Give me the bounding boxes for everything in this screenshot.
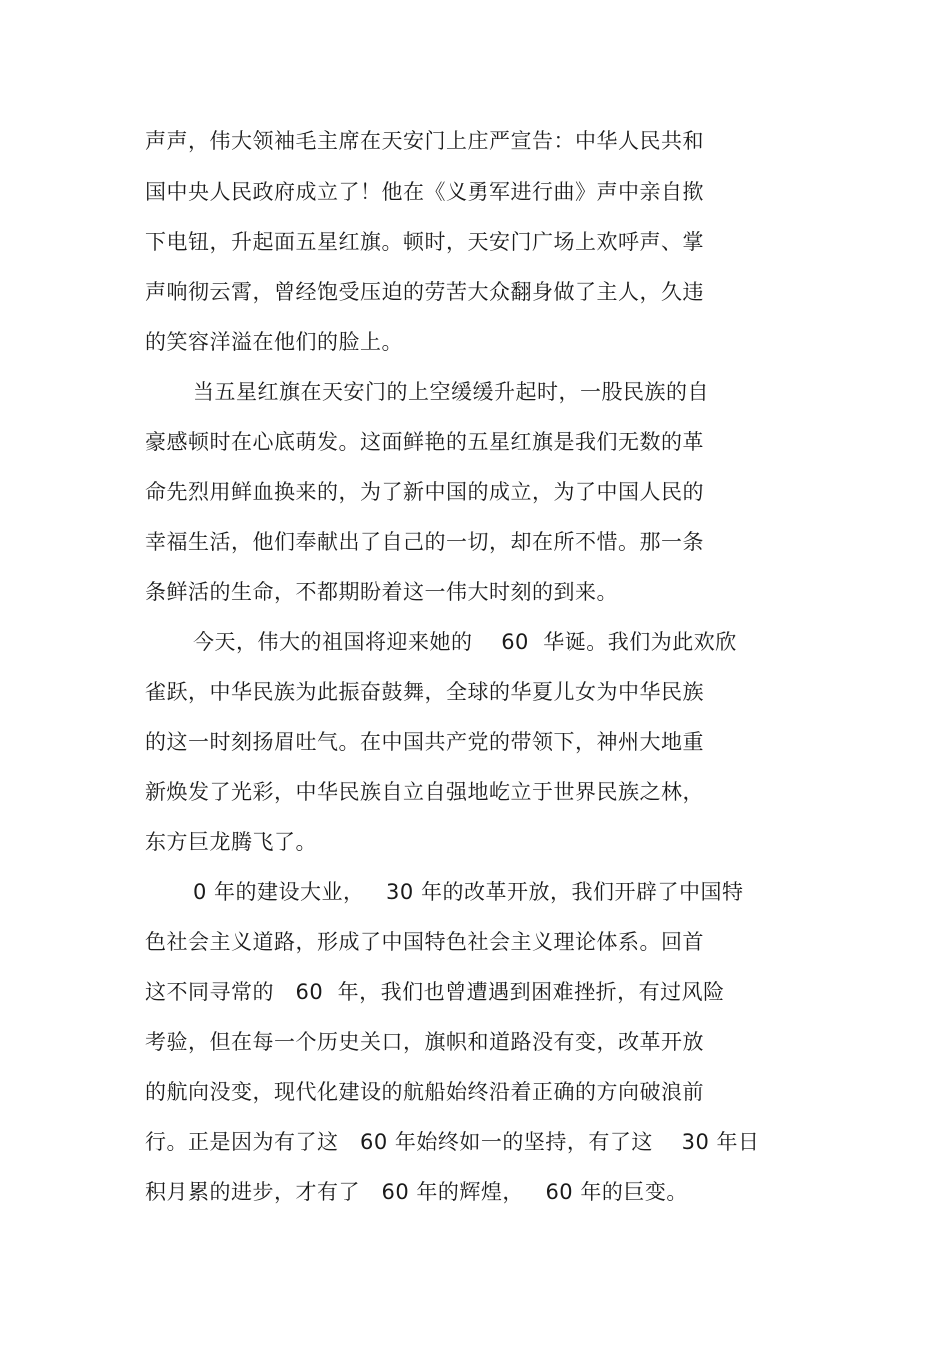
text-line: 新焕发了光彩，中华民族自立自强地屹立于世界民族之林， [145,780,704,804]
text-line: 声响彻云霄，曾经饱受压迫的劳苦大众翻身做了主人，久违 [145,280,704,304]
paragraph-first-line: 今天，伟大的祖国将迎来她的 60 华诞。我们为此欢欣 [193,630,737,654]
text-line: 考验，但在每一个历史关口，旗帜和道路没有变，改革开放 [145,1030,704,1054]
text-line: 豪感顿时在心底萌发。这面鲜艳的五星红旗是我们无数的革 [145,430,704,454]
text-line: 积月累的进步，才有了 60 年的辉煌， 60 年的巨变。 [145,1180,688,1204]
text-line: 行。正是因为有了这 60 年始终如一的坚持，有了这 30 年日 [145,1130,760,1154]
text-line: 色社会主义道路，形成了中国特色社会主义理论体系。回首 [145,930,704,954]
text-line: 东方巨龙腾飞了。 [145,830,317,854]
text-line: 声声，伟大领袖毛主席在天安门上庄严宣告：中华人民共和 [145,129,704,153]
text-line: 雀跃，中华民族为此振奋鼓舞，全球的华夏儿女为中华民族 [145,680,704,704]
text-line: 的航向没变，现代化建设的航船始终沿着正确的方向破浪前 [145,1080,704,1104]
text-line: 的这一时刻扬眉吐气。在中国共产党的带领下，神州大地重 [145,730,704,754]
text-line: 的笑容洋溢在他们的脸上。 [145,330,403,354]
text-line: 条鲜活的生命，不都期盼着这一伟大时刻的到来。 [145,580,618,604]
text-line: 下电钮，升起面五星红旗。顿时，天安门广场上欢呼声、掌 [145,230,704,254]
text-line: 国中央人民政府成立了！他在《义勇军进行曲》声中亲自揿 [145,180,704,204]
text-line: 幸福生活，他们奉献出了自己的一切，却在所不惜。那一条 [145,530,704,554]
paragraph-first-line: 当五星红旗在天安门的上空缓缓升起时，一股民族的自 [193,380,709,404]
paragraph-first-line: 0 年的建设大业， 30 年的改革开放，我们开辟了中国特 [193,880,744,904]
text-line: 命先烈用鲜血换来的，为了新中国的成立，为了中国人民的 [145,480,704,504]
text-line: 这不同寻常的 60 年，我们也曾遭遇到困难挫折，有过风险 [145,980,725,1004]
